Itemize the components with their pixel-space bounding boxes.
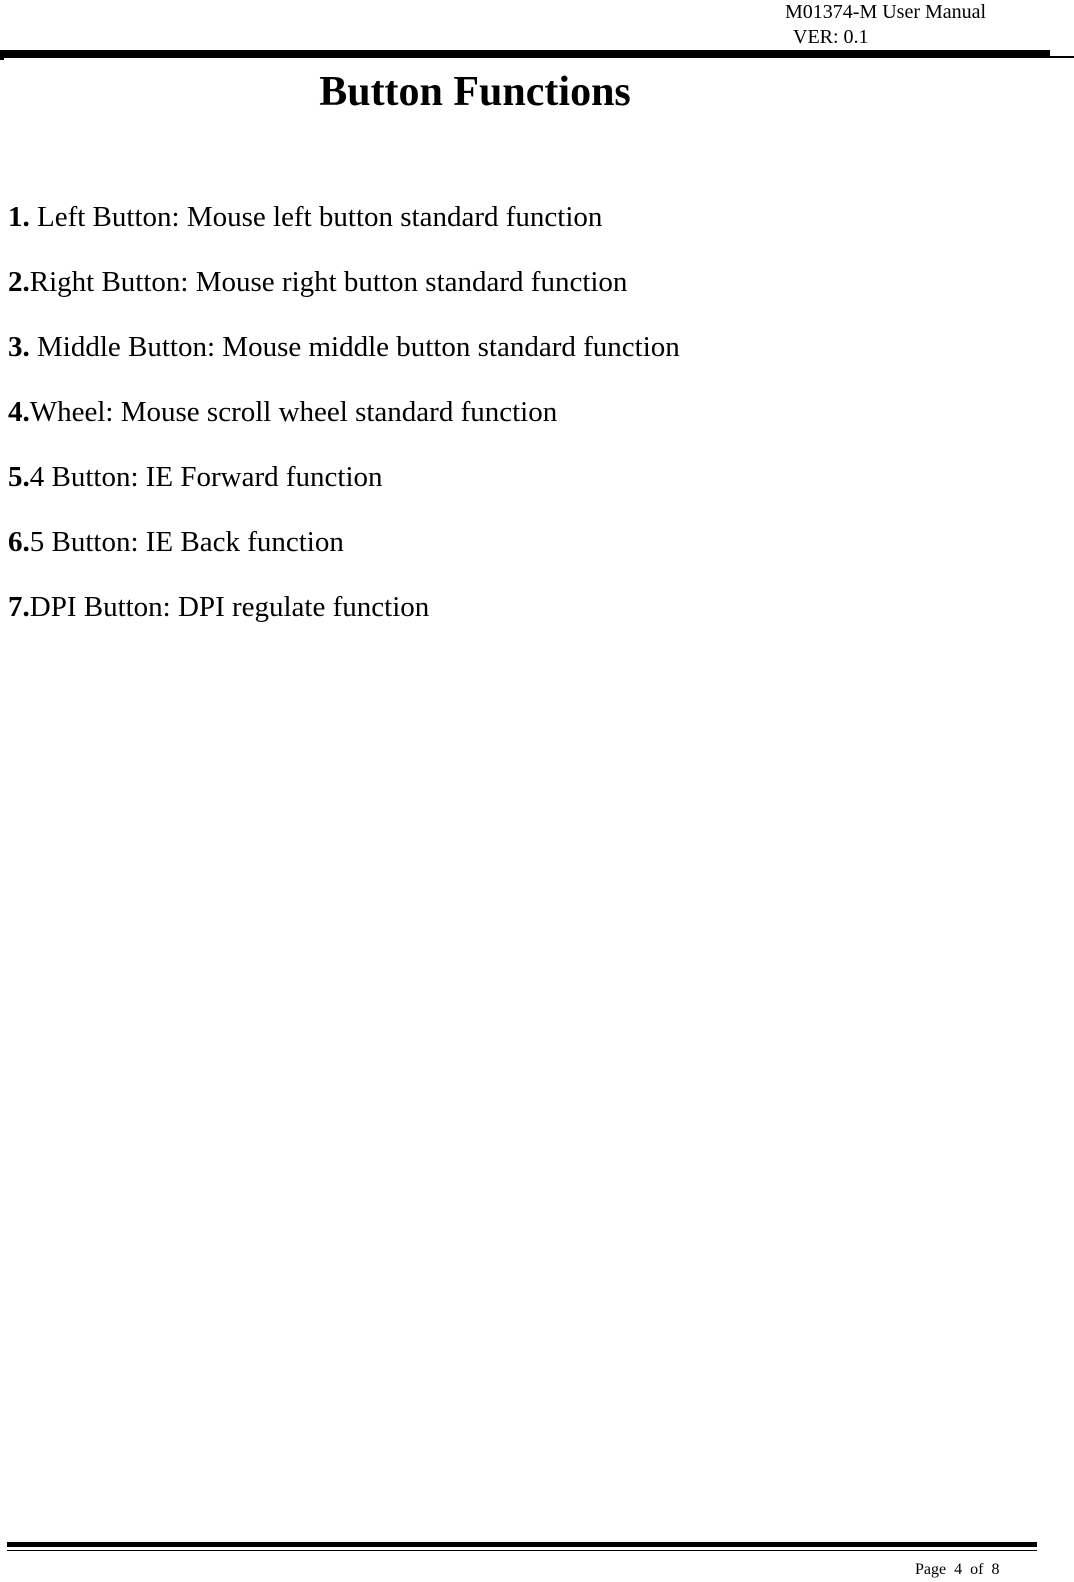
page-total: 8 [991, 1561, 1000, 1578]
document-header [785, 0, 986, 50]
item-number: 3. [8, 331, 30, 363]
list-item [8, 460, 680, 525]
list-item [8, 200, 680, 265]
footer-rule-thin [7, 1550, 1037, 1551]
list-item [8, 330, 680, 395]
document-title: M01374-M User Manual [785, 1, 987, 23]
page-title: Button Functions [319, 69, 631, 115]
item-text: DPI Button: DPI regulate function [29, 591, 430, 623]
button-function-list [8, 200, 680, 655]
page-label: Page [915, 1561, 947, 1578]
footer-rule [7, 1542, 1037, 1547]
item-number: 1. [8, 201, 30, 233]
list-item [8, 395, 680, 460]
item-number: 6. [8, 526, 30, 558]
of-label: of [970, 1561, 984, 1578]
header-rule-thin [0, 56, 1074, 58]
item-text: Left Button: Mouse left button standard function [29, 201, 603, 233]
page-footer [915, 1561, 999, 1579]
header-rule-tick [0, 58, 4, 60]
list-item [8, 525, 680, 590]
item-text: Right Button: Mouse right button standard function [29, 266, 628, 298]
document-version: VER: 0.1 [793, 26, 869, 48]
item-number: 5. [8, 461, 30, 493]
item-number: 7. [8, 591, 30, 623]
list-item [8, 590, 680, 655]
item-number: 4. [8, 396, 30, 428]
item-text: Middle Button: Mouse middle button standard function [29, 331, 680, 363]
item-text: 4 Button: IE Forward function [29, 461, 383, 493]
item-number: 2. [8, 266, 30, 298]
list-item [8, 265, 680, 330]
item-text: Wheel: Mouse scroll wheel standard function [29, 396, 558, 428]
item-text: 5 Button: IE Back function [29, 526, 344, 558]
page-number: 4 [954, 1561, 963, 1578]
